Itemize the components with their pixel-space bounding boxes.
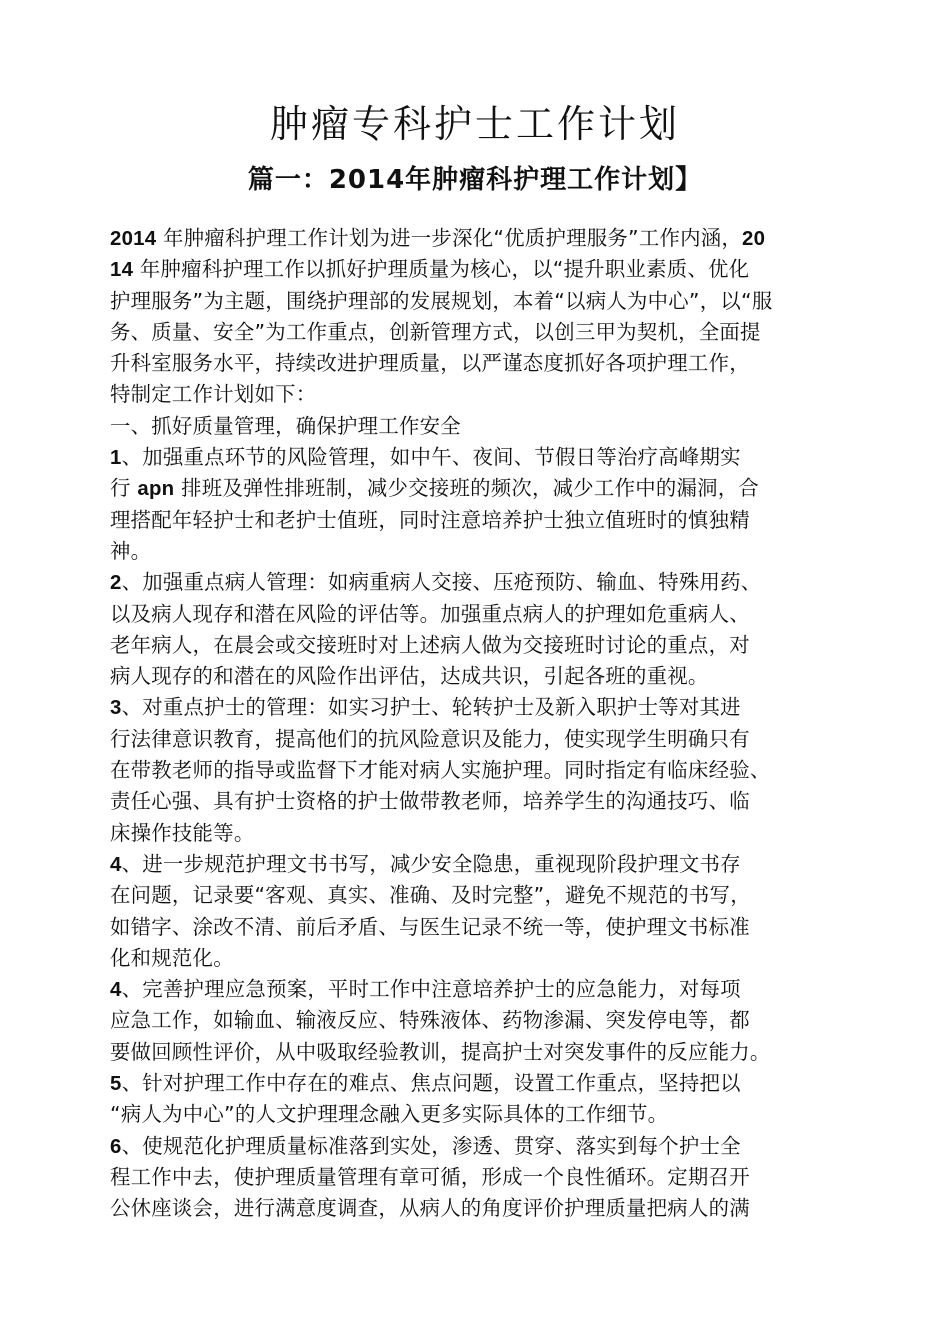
text-run: 应急工作，如输血、输液反应、特殊液体、药物渗漏、突发停电等，都: [110, 1008, 750, 1033]
body-line: [110, 880, 850, 911]
body-line: [110, 912, 850, 943]
text-run: 升科室服务水平，持续改进护理质量，以严谨态度抓好各项护理工作，: [110, 351, 750, 376]
bold-run: 2014: [110, 228, 157, 250]
text-run: 、对重点护士的管理：如实习护士、轮转护士及新入职护士等对其进: [121, 695, 741, 720]
text-run: 责任心强、具有护士资格的护士做带教老师，培养学生的沟通技巧、临: [110, 789, 750, 814]
body-line: [110, 411, 850, 442]
text-run: 护理服务”为主题，围绕护理部的发展规划，本着“以病人为中心”，以“服: [110, 288, 773, 313]
text-run: 要做回顾性评价，从中吸取经验教训，提高护士对突发事件的反应能力。: [110, 1039, 771, 1064]
text-run: 在问题，记录要“客观、真实、准确、及时完整”，避免不规范的书写，: [110, 883, 751, 908]
text-run: 理搭配年轻护士和老护士值班，同时注意培养护士独立值班时的慎独精: [110, 507, 750, 532]
body-line: [110, 599, 850, 630]
body-line: [110, 943, 850, 974]
bold-run: 14: [110, 259, 134, 282]
bold-run: 20: [742, 228, 766, 250]
text-run: 、进一步规范护理文书书写，减少安全隐患，重视现阶段护理文书存: [121, 851, 741, 876]
document-subtitle: 篇一：2014年肿瘤科护理工作计划】: [247, 165, 703, 195]
body-line: [110, 974, 850, 1005]
text-run: 排班及弹性排班制，减少交接班的频次，减少工作中的漏洞，合: [174, 476, 760, 501]
text-run: 、使规范化护理质量标准落到实处，渗透、贯穿、落实到每个护士全: [121, 1133, 741, 1158]
text-run: 行法律意识教育，提高他们的抗风险意识及能力，使实现学生明确只有: [110, 726, 750, 751]
bold-run: 5: [110, 1073, 122, 1096]
body-line: [110, 505, 850, 536]
body-line: [110, 442, 850, 473]
body-line: [110, 348, 850, 379]
body-line: [110, 567, 850, 598]
text-run: 、加强重点环节的风险管理，如中午、夜间、节假日等治疗高峰期实: [121, 445, 741, 470]
text-run: “病人为中心”的人文护理理念融入更多实际具体的工作细节。: [110, 1102, 669, 1127]
text-run: 行: [110, 476, 138, 501]
text-run: 特制定工作计划如下：: [110, 382, 317, 407]
body-line: [110, 536, 850, 567]
body-line: [110, 755, 850, 786]
text-run: 化和规范化。: [110, 945, 234, 970]
bold-run: 3: [110, 697, 122, 720]
text-run: 神。: [110, 538, 152, 563]
body-line: [110, 818, 850, 849]
body-line: [110, 692, 850, 723]
body-line: [110, 1037, 850, 1068]
body-line: [110, 724, 850, 755]
text-run: 年肿瘤科护理工作以抓好护理质量为核心，以“提升职业素质、优化: [133, 257, 750, 282]
body-line: [110, 661, 850, 692]
bold-run: 4: [110, 979, 122, 1002]
body-line: [110, 849, 850, 880]
bold-run: 1: [110, 447, 122, 470]
text-run: 老年病人，在晨会或交接班时对上述病人做为交接班时讨论的重点，对: [110, 632, 750, 657]
text-run: 公休座谈会，进行满意度调查，从病人的角度评价护理质量把病人的满: [110, 1196, 750, 1221]
body-line: [110, 286, 850, 317]
text-run: 病人现存的和潜在的风险作出评估，达成共识，引起各班的重视。: [110, 664, 709, 689]
text-run: 床操作技能等。: [110, 820, 255, 845]
text-run: 一、抓好质量管理，确保护理工作安全: [110, 413, 461, 438]
body-line: [110, 1193, 850, 1224]
body-line: [110, 1099, 850, 1130]
body-line: [110, 786, 850, 817]
text-run: 务、质量、安全”为工作重点，创新管理方式，以创三甲为契机，全面提: [110, 319, 761, 344]
bold-run: 6: [110, 1135, 122, 1158]
text-run: 程工作中去，使护理质量管理有章可循，形成一个良性循环。定期召开: [110, 1164, 750, 1189]
bold-run: 4: [110, 853, 122, 876]
body-line: [110, 1005, 850, 1036]
body-line: [110, 379, 850, 410]
text-run: 、加强重点病人管理：如病重病人交接、压疮预防、输血、特殊用药、: [121, 570, 762, 595]
text-run: 年肿瘤科护理工作计划为进一步深化“优质护理服务”工作内涵，: [156, 226, 743, 250]
text-run: 在带教老师的指导或监督下才能对病人实施护理。同时指定有临床经验、: [110, 758, 771, 783]
body-line: [110, 1162, 850, 1193]
body-line: [110, 1131, 850, 1162]
text-run: 如错字、涂改不清、前后矛盾、与医生记录不统一等，使护理文书标准: [110, 914, 750, 939]
text-run: 、完善护理应急预案，平时工作中注意培养护士的应急能力，对每项: [121, 977, 741, 1002]
document-body: [110, 223, 850, 1225]
body-line: [110, 223, 850, 254]
bold-run: apn: [137, 478, 175, 501]
bold-run: 2: [110, 572, 122, 595]
body-line: [110, 317, 850, 348]
text-run: 、针对护理工作中存在的难点、焦点问题，设置工作重点，坚持把以: [121, 1071, 741, 1096]
body-line: [110, 630, 850, 661]
body-line: [110, 254, 850, 285]
document-title: 肿瘤专科护士工作计划: [269, 102, 680, 146]
body-line: [110, 1068, 850, 1099]
body-line: [110, 473, 850, 504]
text-run: 以及病人现存和潜在风险的评估等。加强重点病人的护理如危重病人、: [110, 601, 750, 626]
